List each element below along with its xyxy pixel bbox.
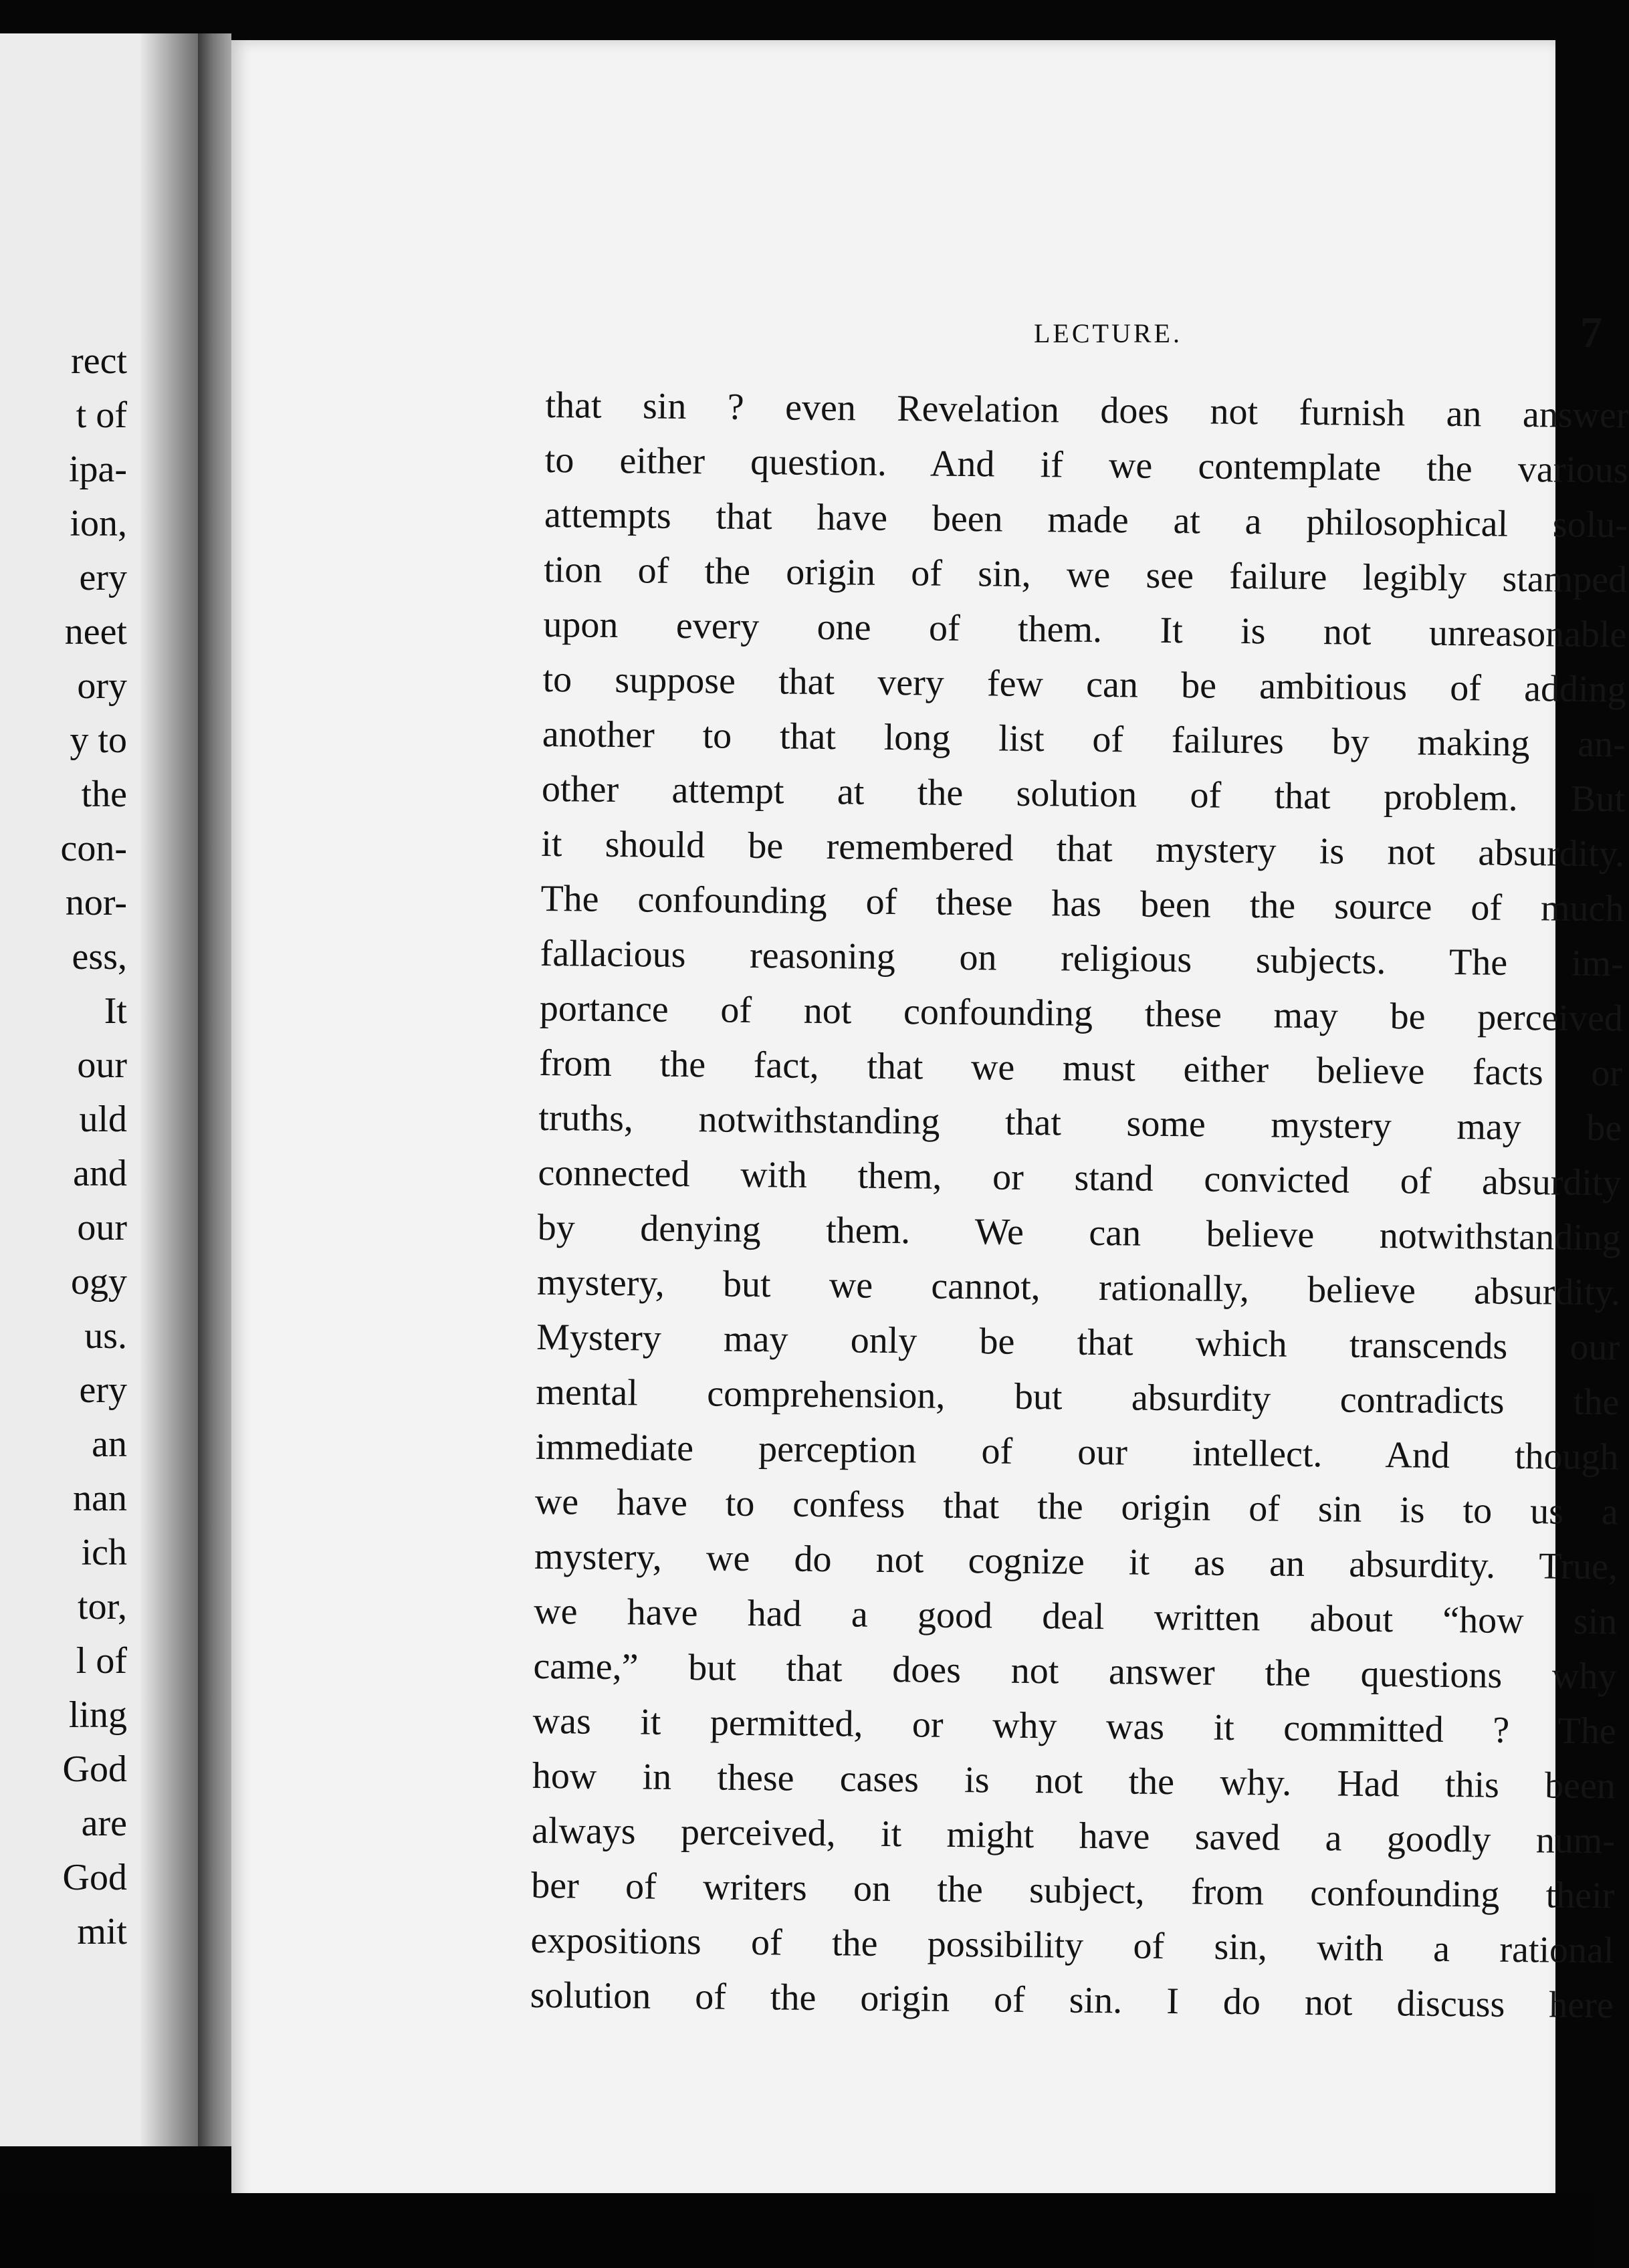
text-line: attempts that have been made at a philosophical solu- xyxy=(544,493,1628,546)
left-line: neet xyxy=(64,611,127,653)
left-line: ion, xyxy=(70,503,127,544)
left-line: ogy xyxy=(71,1261,127,1302)
left-line: ich xyxy=(81,1532,127,1573)
text-line: another to that long list of failures by making an- xyxy=(542,713,1626,766)
left-line: are xyxy=(81,1803,127,1844)
text-line: tion of the origin of sin, we see failure legibly stamped xyxy=(543,548,1628,601)
text-line: truths, notwithstanding that some mystery may be xyxy=(538,1097,1622,1149)
text-line: it should be remembered that mystery is not absurdity. xyxy=(541,822,1625,875)
text-line: mystery, we do not cognize it as an absurdity. True, xyxy=(534,1535,1618,1588)
left-line: mit xyxy=(77,1911,127,1952)
left-line: ipa- xyxy=(68,449,127,490)
left-line: our xyxy=(77,1044,127,1086)
page-header xyxy=(566,241,1602,357)
text-line: from the fact, that we must either believe facts or xyxy=(538,1042,1623,1095)
left-line: nan xyxy=(73,1478,127,1519)
text-line: we have had a good deal written about “how sin xyxy=(533,1590,1618,1643)
left-line: uld xyxy=(79,1099,127,1140)
text-line: always perceived, it might have saved a goodly num- xyxy=(531,1809,1616,1862)
left-line: an xyxy=(92,1424,127,1465)
text-line: The confounding of these has been the source of much xyxy=(540,877,1624,930)
text-line: upon every one of them. It is not unreasonable xyxy=(543,603,1627,656)
text-line: came,” but that does not answer the questions why xyxy=(533,1645,1617,1698)
text-line: solution of the origin of sin. I do not discuss here xyxy=(530,1974,1614,2027)
page-number: 7 xyxy=(1580,308,1602,357)
left-line: tor, xyxy=(78,1586,127,1627)
text-line: immediate perception of our intellect. And though xyxy=(535,1426,1619,1478)
text-line: that sin ? even Revelation does not furnish an answer xyxy=(545,384,1629,437)
text-line: other attempt at the solution of that problem. But xyxy=(541,768,1626,820)
text-line: Mystery may only be that which transcends our xyxy=(536,1316,1620,1369)
left-line: and xyxy=(73,1153,127,1194)
text-line: mystery, but we cannot, rationally, believe absurdity. xyxy=(536,1261,1621,1314)
left-line: ess, xyxy=(72,936,127,978)
left-line: the xyxy=(81,774,127,815)
body-text xyxy=(530,378,1629,2033)
text-line: mental comprehension, but absurdity contradicts the xyxy=(536,1371,1620,1424)
text-line: we have to confess that the origin of sin is to us a xyxy=(534,1480,1619,1533)
left-line: rect xyxy=(71,340,127,382)
text-line: to suppose that very few can be ambitious of adding xyxy=(542,658,1626,711)
left-line: God xyxy=(62,1857,127,1898)
left-line: nor- xyxy=(65,882,127,923)
left-line: ery xyxy=(79,557,127,598)
left-line: us. xyxy=(84,1315,127,1357)
left-line: l of xyxy=(76,1640,127,1682)
text-line: portance of not confounding these may be perceived xyxy=(539,987,1624,1040)
text-line: by denying them. We can believe notwithstanding xyxy=(537,1206,1622,1259)
left-line: ery xyxy=(79,1369,127,1411)
running-head: LECTURE. xyxy=(1034,318,1182,348)
book-gutter xyxy=(198,33,231,2146)
left-page xyxy=(0,33,201,2146)
left-line: God xyxy=(62,1748,127,1790)
text-line: fallacious reasoning on religious subjects. The im- xyxy=(540,932,1624,985)
text-line: to either question. And if we contemplate the various xyxy=(544,439,1629,491)
left-line: our xyxy=(77,1207,127,1248)
right-page xyxy=(231,40,1629,2233)
left-line: ling xyxy=(68,1694,127,1736)
text-line: connected with them, or stand convicted of absurdity xyxy=(538,1151,1622,1204)
scan-background xyxy=(0,2193,1594,2268)
left-line: con- xyxy=(60,828,127,869)
left-page-shadow xyxy=(140,33,201,2146)
text-line: expositions of the possibility of sin, with a rational xyxy=(530,1919,1614,1972)
text-line: how in these cases is not the why. Had this been xyxy=(532,1754,1616,1807)
text-line: ber of writers on the subject, from confounding their xyxy=(531,1864,1615,1917)
left-line: t of xyxy=(76,394,127,436)
left-line: y to xyxy=(70,719,127,761)
left-line: ory xyxy=(77,665,127,707)
left-line: It xyxy=(104,990,127,1032)
text-line: was it permitted, or why was it committed ? The xyxy=(532,1700,1616,1752)
left-page-text xyxy=(0,334,127,1959)
